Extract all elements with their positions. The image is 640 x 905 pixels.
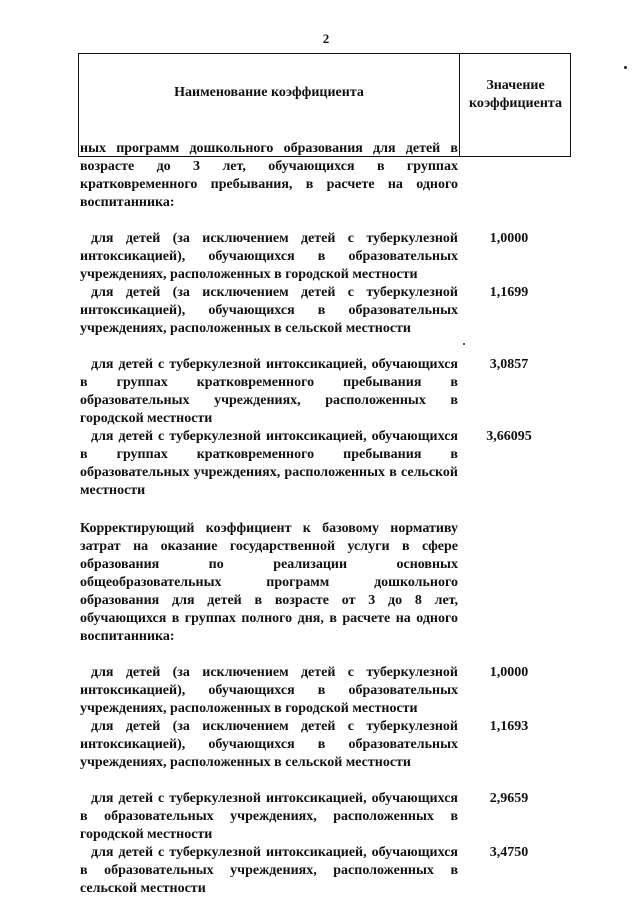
scan-speck [624,66,627,69]
coefficient-row [80,844,560,898]
coefficient-value: 1,1699 [489,285,529,300]
intro-paragraph: ных программ дошкольного образования для детей в возрасте до 3 лет, обучающихся в группах кратковременного пребывания, в расчете на одного воспитанника: [80,141,458,210]
coefficient-list [80,140,560,898]
coefficient-description: для детей (за исключением детей с туберкулезной интоксикацией), обучающихся в образовательных учреждениях, расположенных в сельской местности [80,285,458,336]
coefficient-row [80,428,560,500]
coefficient-row [80,284,560,338]
coefficient-description: для детей (за исключением детей с туберкулезной интоксикацией), обучающихся в образовательных учреждениях, расположенных в городской местности [80,231,458,282]
coefficient-description: для детей с туберкулезной интоксикацией, обучающихся в группах кратковременного пребывания в образовательных учреждениях, расположенных в городской местности [80,357,458,426]
coefficient-value: 3,4750 [489,845,529,860]
coefficient-value: 3,66095 [486,429,532,444]
coefficient-description: для детей с туберкулезной интоксикацией, обучающихся в образовательных учреждениях, расположенных в сельской местности [80,845,458,896]
coefficient-value: 2,9659 [489,791,529,806]
coefficient-description: для детей (за исключением детей с туберкулезной интоксикацией), обучающихся в образовательных учреждениях, расположенных в городской местности [80,665,458,716]
coefficient-value: 3,0857 [489,357,529,372]
coefficient-description: для детей с туберкулезной интоксикацией, обучающихся в группах кратковременного пребывания в образовательных учреждениях, расположенных в сельской местности [80,429,458,498]
coefficient-row [80,664,560,718]
coefficient-row [80,790,560,844]
header-name-column: Наименование коэффициента [174,85,364,100]
coefficient-value: 1,1693 [489,719,529,734]
header-value-line1: Значение [486,78,545,93]
header-value-line2: коэффициента [469,96,562,111]
coefficient-description: для детей (за исключением детей с туберкулезной интоксикацией), обучающихся в образовательных учреждениях, расположенных в сельской местности [80,719,458,770]
coefficient-row [80,356,560,428]
coefficient-row [80,230,560,284]
header-value-column [461,77,570,113]
coefficient-description: для детей с туберкулезной интоксикацией, обучающихся в образовательных учреждениях, расположенных в городской местности [80,791,458,842]
coefficient-value: 1,0000 [489,231,529,246]
coefficient-row [80,718,560,772]
page-number: 2 [322,31,330,46]
coefficient-value: 1,0000 [489,665,529,680]
section-heading: Корректирующий коэффициент к базовому нормативу затрат на оказание государственной услуги в сфере образования по реализации основных общеобразовательных программ дошкольного образования для детей в возрасте от 3 до 8 лет, обучающихся в группах полного дня, в расчете на одного воспитанника: [80,521,458,644]
